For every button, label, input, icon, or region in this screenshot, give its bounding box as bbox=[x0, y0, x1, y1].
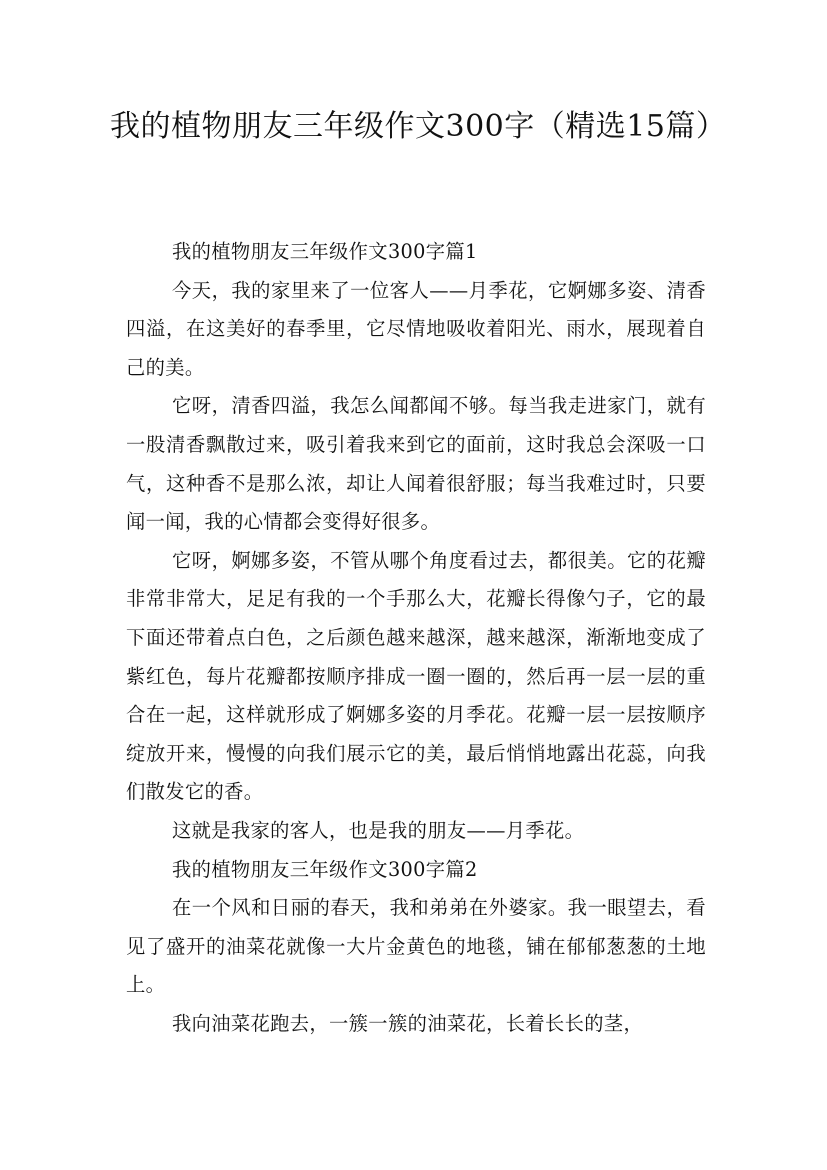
document-body bbox=[126, 233, 706, 1043]
section-heading: 我的植物朋友三年级作文300字篇2 bbox=[172, 857, 478, 881]
paragraph: 今天，我的家里来了一位客人——月季花，它婀娜多姿、清香四溢，在这美好的春季里，它尽情地吸收着阳光、雨水，展现着自己的美。 bbox=[126, 278, 706, 379]
paragraph: 这就是我家的客人，也是我的朋友——月季花。 bbox=[172, 818, 585, 842]
document-title: 我的植物朋友三年级作文300字（精选15篇） bbox=[110, 109, 727, 144]
paragraph: 它呀，清香四溢，我怎么闻都闻不够。每当我走进家门，就有一股清香飘散过来，吸引着我来到它的面前，这时我总会深吸一口气，这种香不是那么浓，却让人闻着很舒服；每当我难过时，只要闻一闻，我的心情都会变得好很多。 bbox=[126, 394, 706, 534]
paragraph: 在一个风和日丽的春天，我和弟弟在外婆家。我一眼望去，看见了盛开的油菜花就像一大片金黄色的地毯，铺在郁郁葱葱的土地上。 bbox=[126, 896, 706, 997]
paragraph: 它呀，婀娜多姿，不管从哪个角度看过去，都很美。它的花瓣非常非常大，足足有我的一个手那么大，花瓣长得像勺子，它的最下面还带着点白色，之后颜色越来越深，越来越深，渐渐地变成了紫红色，每片花瓣都按顺序排成一圈一圈的，然后再一层一层的重合在一起，这样就形成了婀娜多姿的月季花。花瓣一层一层按顺序绽放开来，慢慢的向我们展示它的美，最后悄悄地露出花蕊，向我们散发它的香。 bbox=[126, 548, 706, 804]
section-heading: 我的植物朋友三年级作文300字篇1 bbox=[172, 240, 478, 263]
paragraph: 我向油菜花跑去，一簇一簇的油菜花，长着长长的茎， bbox=[172, 1011, 644, 1035]
